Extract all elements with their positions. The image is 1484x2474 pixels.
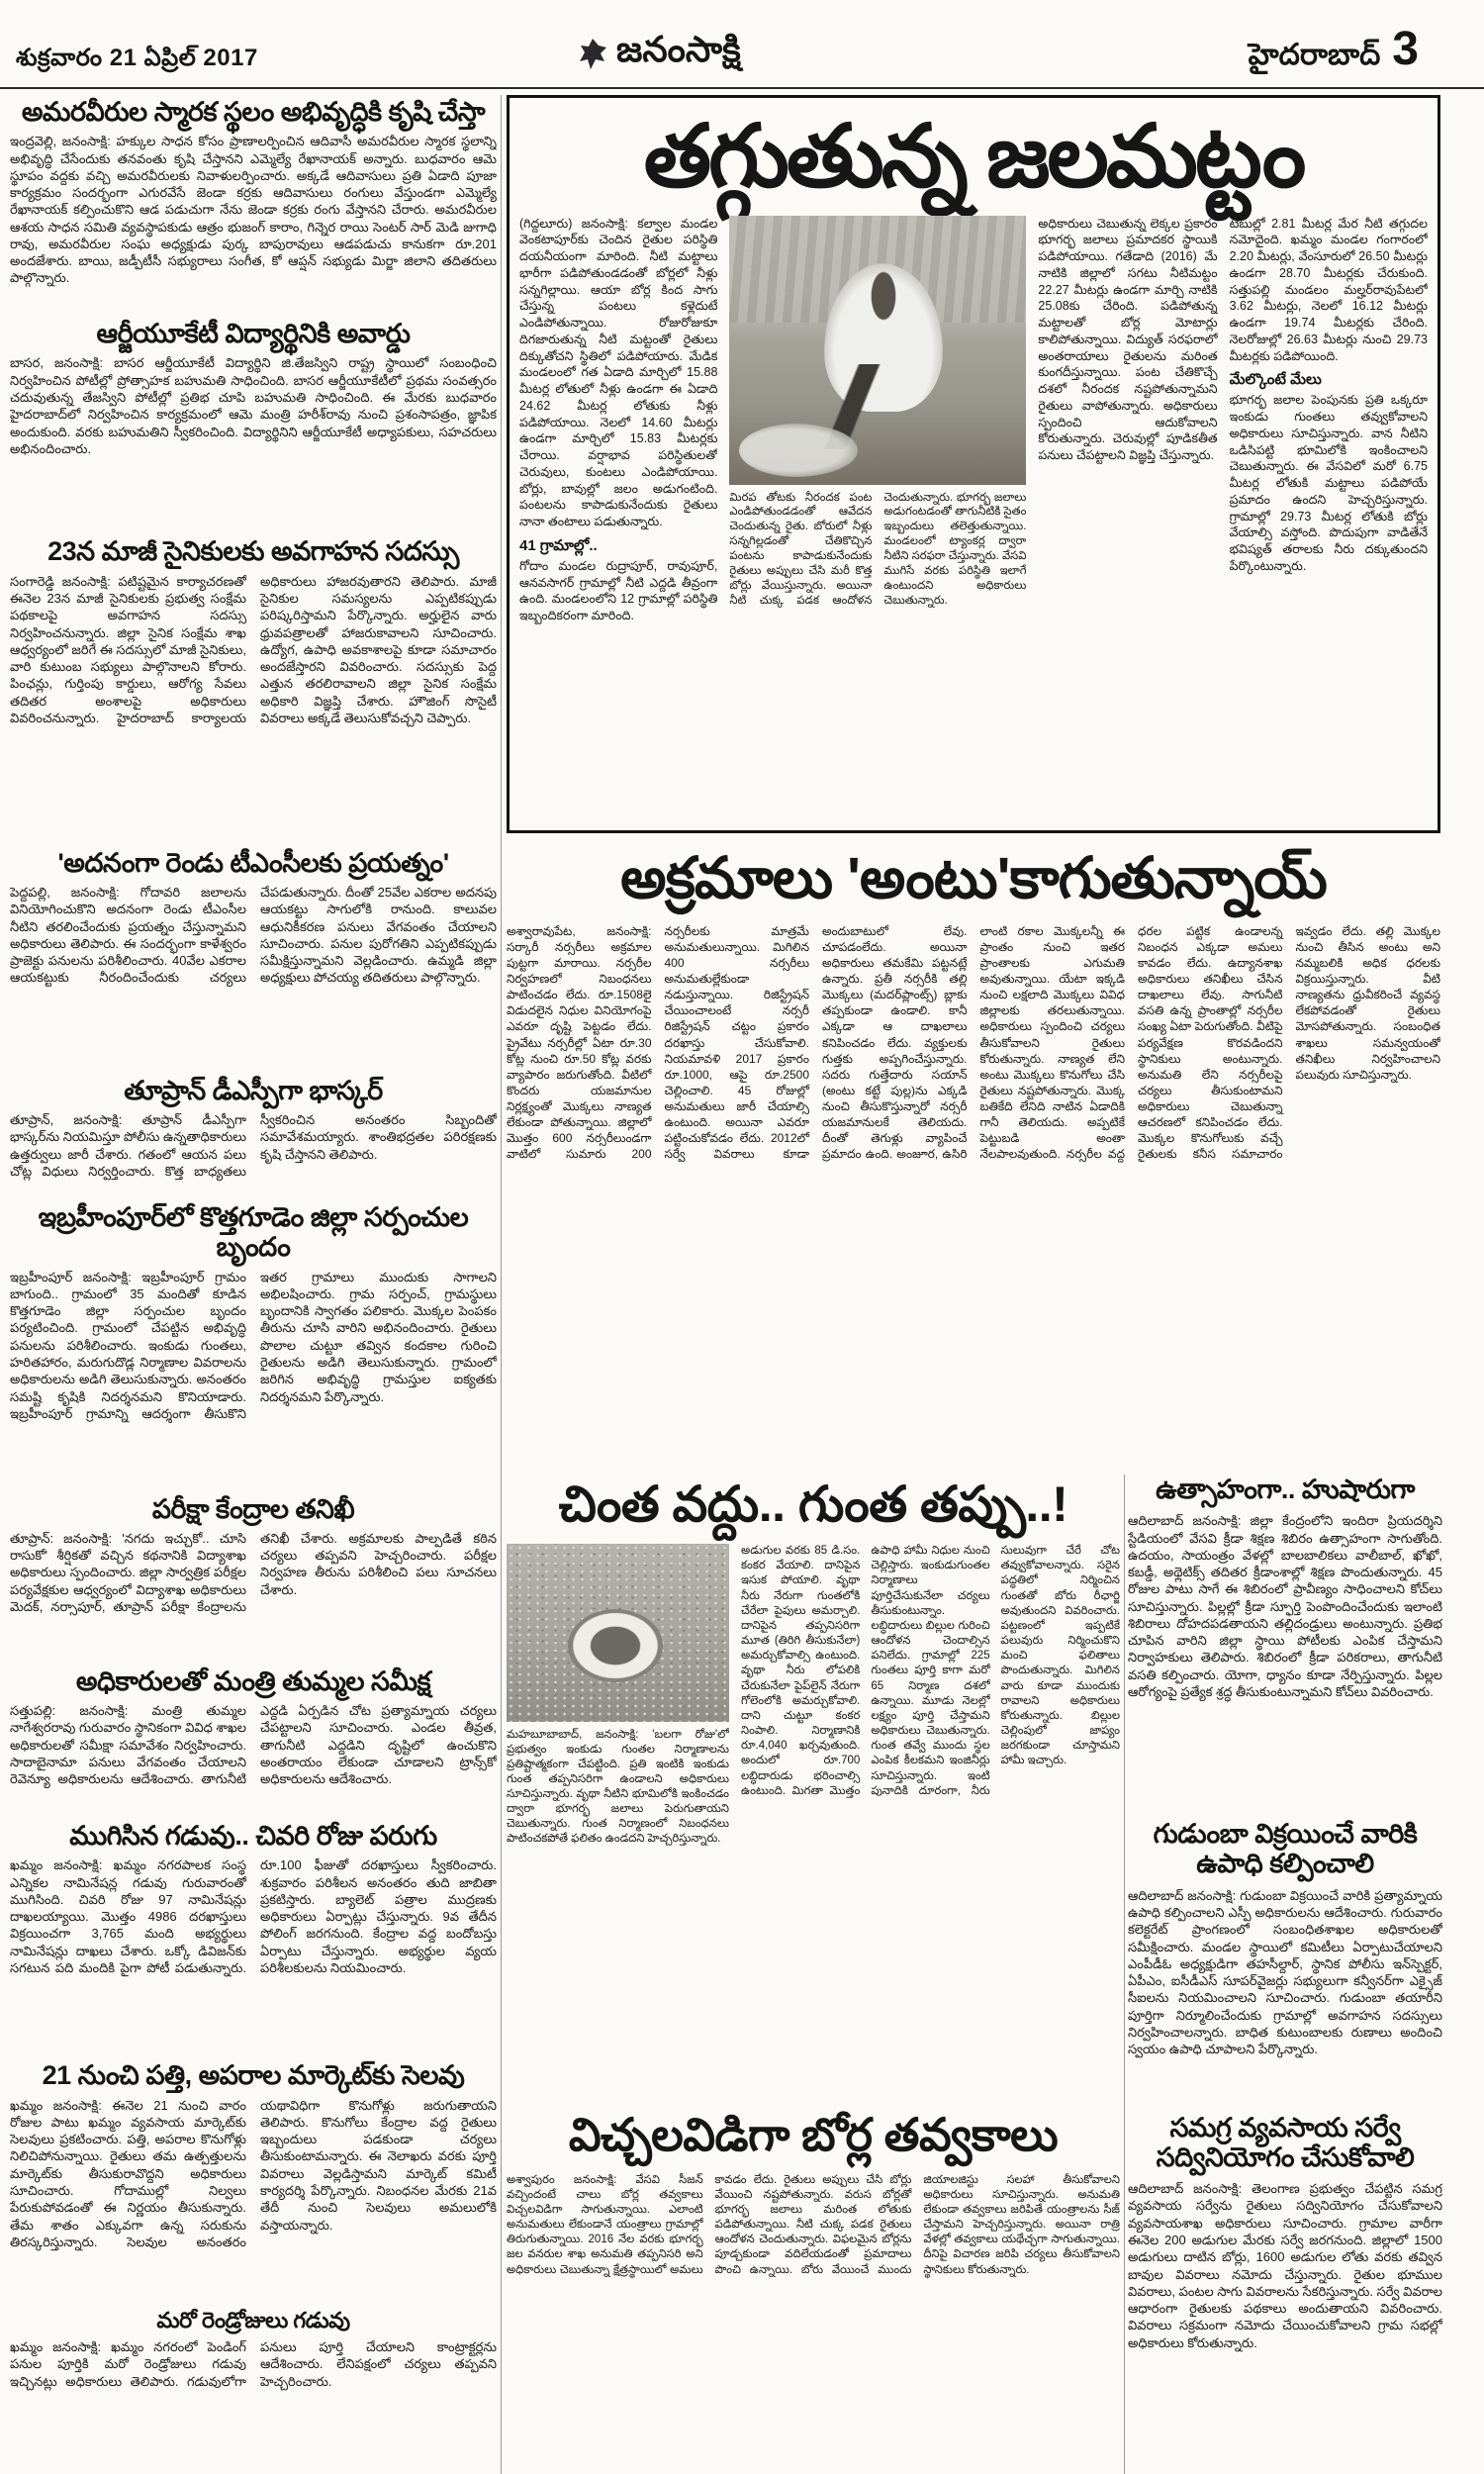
article-two-tmc [10,848,497,1070]
article-headline: అధికారులతో మంత్రి తుమ్మల సమీక్ష [75,1665,431,1696]
soak-pit-story [507,1475,1120,2100]
borewell-digging-story [507,2106,1120,2474]
article-headline: 21 నుంచి పత్తి, అపరాల మార్కెట్‌కు సెలవు [42,2060,465,2091]
masthead-logo-icon [579,38,608,71]
edition [1248,23,1419,79]
lead-story-subhead-wakeup: మేల్కొంటే మేలు [1229,371,1322,389]
photo-soak-pit-ring [507,1544,729,1722]
photo-water-stream [739,424,858,477]
lead-story-headline: తగ్గుతున్న జలమట్టం [643,107,1304,205]
edition-label: హైదరాబాద్ [1248,39,1381,71]
photo-farmer-borewell [729,216,1026,485]
page-header [0,0,1484,89]
right-rail [1128,1475,1442,2474]
article-headline: గుడుంబా విక్రయించే వారికి ఉపాధి కల్పించాలి [1153,1819,1418,1879]
lead-story-photo-column [729,216,1026,798]
article-body: పెద్దపల్లి, జనంసాక్షి: గోదావరి జలాలను వినియోగించుకొని అదనంగా రెండు టీఎంసీల నీటిని తరలించేందుకు ప్రయత్నం చేస్తున్నామని అధికారులు తెలిపారు. ఈ సందర్భంగా కాళేశ్వరం ప్రాజెక్టు పనులను పరిశీలించారు. 40వేల ఎకరాల ఆయకట్టుకు నీరందించేందుకు చర్యలు చేపడుతున్నారు. దీంతో 25వేల ఎకరాల అదనపు ఆయకట్టు సాగులోకి రానుంది. కాలువల ఆధునికీకరణ పనులు వేగవంతం చేయాలని సూచించారు. పనుల పురోగతిని ఎప్పటికప్పుడు సమీక్షిస్తున్నామని వెల్లడించారు. ఉమ్మడి జిల్లా అధ్యక్షులు పోచయ్య తదితరులు పాల్గొన్నారు. [10,884,497,986]
lead-story-text: (గిద్దలూరు) జనంసాక్షి: కల్వాల మండల వెంకటాపూర్‌కు చెందిన రైతుల పరిస్థితి దయనీయంగా మారింది. నీటి మట్టాలు భారీగా పడిపోతుండడంతో బోర్లలో నీళ్లు సన్నగిల్లాయి. ఆయా బోర్ల కింద సాగు చేస్తున్న పంటలు కళ్లెదుటే ఎండిపోతున్నాయి. రోజురోజుకూ దిగజారుతున్న నీటి మట్టంతో రైతులు దిక్కుతోచని స్థితిలో పడిపోయారు. మేడిక మండలంలో గత ఏడాది మార్చిలో 15.88 మీటర్ల లోతులో నీళ్లు ఉండగా ఈ ఏడాది 24.62 మీటర్ల లోతుకు నీళ్లు పడిపోయాయి. నెలలో 14.60 మీటర్లు ఉండగా మార్చిలో 15.83 మీటర్లకు చేరాయి. వర్షాభావ పరిస్థితులతో చెరువులు, కుంటలు ఎండిపోయాయి. బోర్లు, బావుల్లో జలం అడుగంటింది. పంటలను కాపాడుకునేందుకు రైతులు నానా తంటాలు పడుతున్నారు. [519,216,718,529]
soak-pit-photo-column [507,1544,729,2086]
lead-story-text: టేబుల్లో 2.81 మీటర్ల మేర నీటి తగ్గుదల నమోదైంది. ఖమ్మం మండల గంగారంలో 2.20 మీటర్లు, వేంసూరులో 26.50 మీటర్లు ఉండగా 28.70 మీటర్లకు చేరుకుంది. సత్తుపల్లి మండలం మల్హర్‌రావుపేటలో 3.62 మీటర్లు, నెలలో 16.12 మీటర్లు ఉండగా 19.74 మీటర్లకు చేరింది. నెలరోజుల్లో 26.63 మీటర్లు నుంచి 29.73 మీటర్లకు పడిపోయింది. [1229,216,1428,363]
article-body: ఖమ్మం జనంసాక్షి: ఈనెల 21 నుంచి వారం రోజుల పాటు ఖమ్మం వ్యవసాయ మార్కెట్‌కు సెలవులు ప్రకటించారు. పత్తి, అపరాల కొనుగోళ్లు నిలిచిపోనున్నాయి. రైతులు తమ ఉత్పత్తులను మార్కెట్‌కు తీసుకురావొద్దని అధికారులు సూచించారు. గోదాముల్లో నిల్వలు పేరుకుపోవడంతో ఈ నిర్ణయం తీసుకున్నారు. తేమ శాతం ఎక్కువగా ఉన్న సరుకును తిరస్కరిస్తున్నారు. సెలవుల అనంతరం యథావిధిగా కొనుగోళ్లు జరుగుతాయని తెలిపారు. కొనుగోలు కేంద్రాల వద్ద రైతులు ఇబ్బందులు పడకుండా చర్యలు తీసుకుంటామన్నారు. ఈ నెలాఖరు వరకు పూర్తి వివరాలు వెల్లడిస్తామని మార్కెట్ కమిటీ కార్యదర్శి పేర్కొన్నారు. నిబంధనల మేరకు 21వ తేదీ నుంచి సెలవులు అమలులోకి వస్తాయన్నారు. [10,2097,497,2249]
lead-story-col-a [519,216,717,798]
lead-story-content [519,216,1428,798]
article-body: ఆదిలాబాద్ జనంసాక్షి: జిల్లా కేంద్రంలోని ఇందిరా ప్రియదర్శిని స్టేడియంలో వేసవి క్రీడా శిక్షణ శిబిరం ఉత్సాహంగా సాగుతోంది. ఉదయం, సాయంత్రం వేళల్లో బాలబాలికలు వాలీబాల్, ఖోఖో, కబడ్డీ, అథ్లెటిక్స్ తదితర క్రీడాంశాల్లో శిక్షణ పొందుతున్నారు. 45 రోజుల పాటు సాగే ఈ శిబిరంలో ప్రావీణ్యం సాధించాలని కోచ్‌లు సూచిస్తున్నారు. పిల్లల్లో క్రీడా స్ఫూర్తి పెంపొందించేందుకు ఇలాంటి శిబిరాలు దోహదపడతాయని తల్లిదండ్రులు అంటున్నారు. ప్రతిభ చూపిన వారిని జిల్లా స్థాయి పోటీలకు ఎంపిక చేస్తామని నిర్వాహకులు తెలిపారు. శిబిరంలో క్రీడా పరికరాలు, తాగునీటి వసతి కల్పించారు. యోగా, ధ్యానం కూడా నేర్పిస్తున్నారు. పిల్లల ఆరోగ్యంపై ప్రత్యేక శ్రద్ధ తీసుకుంటున్నామని కోచ్‌లు వివరించారు. [1128,1513,1442,1700]
lead-story-box [507,95,1440,833]
lead-story-subhead-villages: 41 గ్రామాల్లో.. [519,536,598,554]
right-column-divider [1124,1475,1125,2474]
article-headline: సమగ్ర వ్యవసాయ సర్వే సద్వినియోగం చేసుకోవాలి [1156,2112,1415,2172]
soak-pit-content [507,1544,1120,2086]
article-dsp-bhaskar [10,1076,497,1196]
article-exservicemen-meet [10,536,497,841]
masthead [579,29,741,79]
article-body: ఆదిలాబాద్ జనంసాక్షి: తెలంగాణ ప్రభుత్వం చేపట్టిన సమగ్ర వ్యవసాయ సర్వేను రైతులు సద్వినియోగం చేసుకోవాలని వ్యవసాయశాఖ అధికారులు సూచించారు. గ్రామాల వారీగా ఈనెల 200 అడుగుల మేరకు సర్వే జరగనుంది. జిల్లాలో 1500 అడుగులు దాటిన బోర్లు, 1600 అడుగుల లోతు వరకు తవ్విన బావుల వివరాలు నమోదు చేస్తున్నారు. రైతుల భూముల వివరాలు, పంటల సాగు వివరాలను సేకరిస్తున్నారు. సర్వే వివరాల ఆధారంగా రైతులకు పథకాలు అందుతాయని వివరించారు. వివరాలు సక్రమంగా నమోదు చేయించుకోవాలని గ్రామ సభల్లో అధికారులు కోరుతున్నారు. [1128,2181,1442,2350]
article-headline: అమరవీరుల స్మారక స్థలం అభివృద్ధికి కృషి చేస్తా [21,97,486,127]
nursery-irregularities-story [507,843,1440,1467]
article-headline: ముగిసిన గడువు.. చివరి రోజు పరుగు [69,1821,437,1852]
article-minister-review [10,1666,497,1815]
article-market-holiday [10,2060,497,2302]
article-body: ఆదిలాబాద్ జనంసాక్షి: గుడుంబా విక్రయించే వారికి ప్రత్యామ్నాయ ఉపాధి కల్పించాలని ఎస్పీ అధికారులను ఆదేశించారు. గురువారం కలెక్టరేట్ ప్రాంగణంలో సంబంధితశాఖల అధికారులతో సమీక్షించారు. మండల స్థాయిలో కమిటీలు ఏర్పాటుచేయాలని ఎంపీడీఓ అధ్యక్షుడిగా తహసీల్దార్, స్థానిక పోలీసు ఇన్‌స్పెక్టర్, ఏపీఎం, ఐసీడీఎస్ సూపర్‌వైజర్లు సభ్యులుగా కన్వీనర్‌గా ఎక్సైజ్ సీఐలను నియమించాలని సూచించారు. గుడుంబా తయారీని పూర్తిగా నిర్మూలించేందుకు గ్రామాల్లో అవగాహన సదస్సులు నిర్వహించాలన్నారు. బాధిత కుటుంబాలకు రుణాలు అందించి స్వయం ఉపాధి చూపాలని పేర్కొన్నారు. [1128,1887,1442,2057]
left-rail [10,95,497,2468]
article-headline: ఉత్సాహంగా.. హుషారుగా [1156,1475,1415,1504]
lead-story-col-b: అధికారులు చెబుతున్న లెక్కల ప్రకారం భూగర్భ జలాలు ప్రమాదకర స్థాయికి పడిపోయాయి. గతేడాది (2016) మే నాటికి జిల్లాలో సగటు నీటిమట్టం 22.27 మీటర్లు ఉండగా మార్చి నాటికి 25.08కు చేరింది. పడిపోతున్న మట్టాలతో బోర్ల మోటార్లు కాలిపోతున్నాయి. విద్యుత్ సరఫరాలో అంతరాయాలు రైతులను మరింత కుంగదీస్తున్నాయి. పంట చేతికొచ్చే దశలో నీరందక నష్టపోతున్నామని రైతులు వాపోతున్నారు. అధికారులు స్పందించి ఆదుకోవాలని కోరుతున్నారు. చెరువుల్లో పూడికతీత పనులు చేపట్టాలని విజ్ఞప్తి చేస్తున్నారు. [1038,216,1218,463]
page-number: 3 [1392,23,1419,75]
borewell-headline: విచ్చలవిడిగా బోర్ల తవ్వకాలు [568,2109,1059,2160]
article-headline: ఇబ్రహీంపూర్‌లో కొత్తగూడెం జిల్లా సర్పంచుల బృందం [38,1202,469,1263]
article-headline: పరీక్షా కేంద్రాల తనిఖీ [151,1493,355,1524]
article-martyrs-memorial [10,97,497,313]
lead-story-col-c [1230,216,1428,798]
article-headline: తూప్రాన్ డీఎస్పీగా భాస్కర్ [124,1075,383,1105]
article-two-more-days [10,2309,497,2430]
soak-pit-body: అడుగుల వరకు 85 డి.సం. కంకర వేయాలి. దానిపైన ఇసుక పోయాలి. వృథా నీరు నేరుగా గుంతలోకి చేరేలా పైపులు అమర్చాలి. దానిపైన తప్పనిసరిగా మూత (తిరిగి తీసుకునేలా) అమర్చుకోవాల్సి ఉంటుంది. వృథా నీరు లోపలికి చేరుకునేలా పైప్‌లైన్ నేరుగా గోలెంలోకి అమర్చుకోవాలి. దాని చుట్టూ కంకర నింపాలి. నిర్మాణానికి రూ.4,040 ఖర్చవుతుంది. అందులో రూ.700 లబ్ధిదారుడు భరించాల్సి ఉంటుంది. మిగతా మొత్తం ఉపాధి హామీ నిధుల నుంచి చెల్లిస్తారు. ఇంకుడుగుంతల నిర్మాణాలు పూర్తిచేసుకునేలా చర్యలు తీసుకుంటున్నాం. లబ్ధిదారులు బిల్లుల గురించి ఆందోళన చెందాల్సిన పనిలేదు. గ్రామాల్లో 225 గుంతలు పూర్తి కాగా మరో 65 నిర్మాణ దశలో ఉన్నాయి. మూడు నెలల్లో లక్ష్యం పూర్తి చేస్తామని అధికారులు చెబుతున్నారు. గుంత తవ్వే ముందు స్థల ఎంపిక కీలకమని ఇంజినీర్లు సూచిస్తున్నారు. ఇంటి పునాదికి దూరంగా, నీరు సులువుగా చేరే చోట తవ్వుకోవాలన్నారు. సరైన పద్ధతిలో నిర్మించిన గుంతతో బోరు రీఛార్జి అవుతుందని వివరించారు. పట్టణంలో ఇప్పటికే పలువురు నిర్మించుకొని మంచి ఫలితాలు పొందుతున్నారు. మిగిలిన వారు కూడా ముందుకు రావాలని అధికారులు కోరుతున్నారు. బిల్లుల చెల్లింపులో జాప్యం జరగకుండా చూస్తామని హామీ ఇచ్చారు. [741,1545,1120,1797]
article-body: తూప్రాన్, జనంసాక్షి: తూప్రాన్ డీఎస్పీగా భాస్కర్‌ను నియమిస్తూ పోలీసు ఉన్నతాధికారులు ఉత్తర్వులు జారీ చేశారు. గతంలో ఆయన పలు చోట్ల విధులు నిర్వర్తించారు. కొత్త బాధ్యతలు స్వీకరించిన అనంతరం సిబ్బందితో సమావేశమయ్యారు. శాంతిభద్రతల పరిరక్షణకు కృషి చేస్తానని తెలిపారు. [10,1112,497,1180]
article-body: ఇబ్రహీంపూర్ జనంసాక్షి: ఇబ్రహీంపూర్ గ్రామం బాగుంది.. గ్రామంలో 35 మందితో కూడిన కొత్తగూడెం జిల్లా సర్పంచుల బృందం పర్యటించింది. గ్రామంలో చేపట్టిన అభివృద్ధి పనులను పరిశీలించారు. ఇంకుడు గుంతలు, హరితహారం, మరుగుదొడ్ల నిర్మాణాల వివరాలను అధికారులను అడిగి తెలుసుకున్నారు. అనంతరం సమష్టి కృషికి నిదర్శనమని కొనియాడారు. ఇబ్రహీంపూర్ గ్రామాన్ని ఆదర్శంగా తీసుకొని ఇతర గ్రామాలు ముందుకు సాగాలని అభిలషించారు. గ్రామ సర్పంచ్, గ్రామస్థులు బృందానికి స్వాగతం పలికారు. మొక్కల పెంపకం తీరును చూసి వారిని అభినందించారు. రైతులు పొలాల చుట్టూ తవ్విన కందకాల గురించి రైతులను అడిగి తెలుసుకున్నారు. గ్రామంలో జరిగిన అభివృద్ధి గ్రామస్తుల ఐక్యతకు నిదర్శనమని పేర్కొన్నారు. [10,1269,497,1421]
article-body: బాసర, జనంసాక్షి: బాసర ఆర్జీయూకేటీ విద్యార్థిని జి.తేజస్విని రాష్ట్ర స్థాయిలో సంబంధించి నిర్వహించిన పోటీల్లో ప్రోత్సాహక బహుమతి సాధించింది. బాసర ఆర్జీయూకేటీలో ప్రథమ సంవత్సరం చదువుతున్న తేజస్విని పోటీల్లో ప్రతిభ చూపి బహుమతి సాధించింది. ఈ మేరకు బుధవారం హైదరాబాద్‌లో నిర్వహించిన కార్యక్రమంలో ఆమె మంత్రి హరీశ్‌రావు నుంచి ప్రశంసాపత్రం, జ్ఞాపిక అందుకుంది. వరకు బహుమతిని స్వీకరించింది. విద్యార్థినిని ఆర్జీయూకేటీ అధ్యాపకులు, సహచరులు అభినందించారు. [10,355,497,456]
article-exam-centres [10,1494,497,1661]
article-body: తూప్రాన్: జనంసాక్షి: 'నగదు ఇచ్చుకో.. చూసి రాసుకో' శీర్షికతో వచ్చిన కథనానికి విద్యాశాఖ అధికారులు స్పందించారు. జిల్లా సార్వత్రిక పరీక్షల పర్యవేక్షకుల ఆధ్వర్యంలో విద్యాశాఖ అధికారులు మెదక్, నర్సాపూర్, తూప్రాన్ పరీక్షా కేంద్రాలను తనిఖీ చేశారు. అక్రమాలకు పాల్పడితే కఠిన చర్యలు తప్పవని హెచ్చరించారు. పరీక్షల నిర్వహణ తీరును పరిశీలించి పలు సూచనలు చేశారు. [10,1530,497,1614]
article-body: ఖమ్మం జనంసాక్షి: ఖమ్మం నగరపాలక సంస్థ ఎన్నికల నామినేషన్ల గడువు గురువారంతో ముగిసింది. చివరి రోజు 97 నామినేషన్లు దాఖలయ్యాయి. మొత్తం 4986 దరఖాస్తులు విక్రయించగా 3,765 మంది అభ్యర్థులు నామినేషన్లు దాఖలు చేశారు. ఒక్కో డివిజన్‌కు సగటున పది మందికి పైగా పోటీ పడుతున్నారు. రూ.100 ఫీజుతో దరఖాస్తులు స్వీకరించారు. శుక్రవారం పరిశీలన అనంతరం తుది జాబితా ప్రకటిస్తారు. బ్యాలెట్ పత్రాల ముద్రణకు అధికారులు ఏర్పాట్లు చేస్తున్నారు. 9వ తేదీన పోలింగ్ జరగనుంది. కేంద్రాల వద్ద బందోబస్తు ఏర్పాటు చేస్తున్నారు. అభ్యర్థుల వ్యయ పరిశీలకులను నియమించారు. [10,1857,497,1976]
article-body: సంగారెడ్డి జనంసాక్షి: పటిష్టమైన కార్యాచరణతో ఈనెల 23న మాజీ సైనికులకు ప్రభుత్వ సంక్షేమ పథకాలపై అవగాహన సదస్సు నిర్వహించనున్నారు. జిల్లా సైనిక సంక్షేమ శాఖ ఆధ్వర్యంలో జరిగే ఈ సదస్సులో మాజీ సైనికులు, వారి కుటుంబ సభ్యులు పాల్గొనాలని కోరారు. పింఛన్లు, గుర్తింపు కార్డులు, ఆరోగ్య సేవలు తదితర అంశాలపై అధికారులు వివరించనున్నారు. హైదరాబాద్ కార్యాలయ అధికారులు హాజరవుతారని తెలిపారు. మాజీ సైనికుల సమస్యలను ఎప్పటికప్పుడు పరిష్కరిస్తామని పేర్కొన్నారు. అర్హులైన వారు ధ్రువపత్రాలతో హాజరుకావాలని సూచించారు. ఉద్యోగ, ఉపాధి అవకాశాలపై కూడా సమాచారం అందజేస్తారని వివరించారు. సదస్సుకు పెద్ద ఎత్తున తరలిరావాలని జిల్లా సైనిక సంక్షేమ అధికారి విజ్ఞప్తి చేశారు. హౌజింగ్ సొసైటీ వివరాలు అక్కడే తెలుసుకోవచ్చని చెప్పారు. [10,573,497,725]
article-headline: 'అదనంగా రెండు టీఎంసీలకు ప్రయత్నం' [57,847,449,878]
article-headline: ఆర్జీయూకేటీ విద్యార్థినికి అవార్డు [96,319,411,349]
article-gudumba-livelihood [1128,1819,1442,2102]
article-sarpanch-team [10,1202,497,1487]
article-sports-camp [1128,1475,1442,1809]
date-label: శుక్రవారం 21 ఏప్రిల్ 2017 [16,45,258,71]
lead-story-under-photo-text: మిరప తోటకు నీరందక పంట ఎండిపోతుండడంతో ఆవేదన చెందుతున్న రైతు. బోరులో నీళ్లు సన్నగిల్లడంతో చేతికొచ్చిన పంటను కాపాడుకునేందుకు రైతులు అప్పులు చేసి మరీ కొత్త బోర్లు వేయిస్తున్నారు. అయినా నీటి చుక్క పడక ఆందోళన చెందుతున్నారు. భూగర్భ జలాలు అడుగంటడంతో తాగునీటికి సైతం ఇబ్బందులు తలెత్తుతున్నాయి. మండలంలో ట్యాంకర్ల ద్వారా నీటిని సరఫరా చేస్తున్నారు. వేసవి ముగిసే వరకు పరిస్థితి ఇలాగే ఉంటుందని అధికారులు చెబుతున్నారు. [729,491,1027,608]
article-body: సత్తుపల్లి: జనంసాక్షి: మంత్రి తుమ్మల నాగేశ్వరరావు గురువారం స్థానికంగా వివిధ శాఖల అధికారులతో సమీక్షా సమావేశం నిర్వహించారు. సాదాబైనామా పనులు వేగవంతం చేయాలని రెవెన్యూ అధికారులను ఆదేశించారు. తాగునీటి ఎద్దడి ఏర్పడిన చోట ప్రత్యామ్నాయ చర్యలు చేపట్టాలని సూచించారు. ఎండల తీవ్రత, తాగునీటి ఎద్దడిని దృష్టిలో ఉంచుకొని అంతరాయం లేకుండా చూడాలని ట్రాన్స్‌కో అధికారులను ఆదేశించారు. [10,1703,497,1787]
article-body: ఖమ్మం జనంసాక్షి: ఖమ్మం నగరంలో పెండింగ్ పనుల పూర్తికి మరో రెండ్రోజులు గడువు ఇచ్చినట్లు అధికారులు తెలిపారు. గడువులోగా పనులు పూర్తి చేయాలని కాంట్రాక్టర్లను ఆదేశించారు. లేనిపక్షంలో చర్యలు తప్పవని హెచ్చరించారు. [10,2339,497,2389]
article-body: ఇంద్రవెల్లి, జనంసాక్షి: హక్కుల సాధన కోసం ప్రాణాలర్పించిన ఆదివాసీ అమరవీరుల స్మారక స్థలాన్ని అభివృద్ధి చేసేందుకు తనవంతు కృషి చేస్తానని ఎమ్మెల్యే రేఖానాయక్ అన్నారు. బుధవారం ఆమె స్థూపం వద్దకు వచ్చి అమరవీరులకు నివాళులర్పించారు. అక్కడే ఆదివాసులు ప్రతి ఏడాది పూజా కార్యక్రమం సందర్భంగా ఎగురవేసే జెండా కర్రకు ఆదివాసులు రంగులు వేస్తుండగా ఎమ్మెల్యే రేఖానాయక్ కల్పించుకొని ఆడ పడుచుగా నేను జెండా కర్రకు రంగు వేస్తానని చేరారు. అమరవీరుల ఆశయ సాధన సమితి వ్యవస్థాపకుడు ఆత్రం భుజంగ్ కారాం, గిన్నెర రాయి సెంటర్ సార్ మెడి జుగాధి రావు, అమరవీరుల సంఘ అధ్యక్షుడు పుర్క బాపురావులు ఆడపడుచు కానుకగా రూ.201 అందజేశారు. బాయి, జడ్పీటీసీ సభ్యురాలు సంగీత, కో ఆప్షన్ సభ్యుడు మిర్జా జిలాని తదితరులు పాల్గొన్నారు. [10,134,497,286]
article-headline: మరో రెండ్రోజులు గడువు [156,2307,350,2332]
nursery-story-body: అశ్వారావుపేట, జనంసాక్షి: సర్కారీ నర్సరీలు అక్రమాల పుట్టగా మారాయి. నర్సరీల నిర్వహణలో నిబంధనలు పాటించడం లేదు. రూ.1508లై విడుదలైన నిధుల వినియోగంపై ఎవరూ దృష్టి పెట్టడం లేదు. ప్రైవేటు నర్సరీల్లో ఏటా రూ.30 కోట్ల నుంచి రూ.50 కోట్ల వరకు వ్యాపారం జరుగుతోంది. వీటిలో కొందరు యజమానుల నిర్లక్ష్యంతో మొక్కలు నాణ్యత లేకుండా పోతున్నాయి. జిల్లాలో మొత్తం 600 నర్సరీలుండగా వాటిలో సుమారు 200 నర్సరీలకు మాత్రమే అనుమతులున్నాయి. మిగిలిన 400 నర్సరీలు అనుమతుల్లేకుండా నడుస్తున్నాయి. రిజిస్ట్రేషన్ చేయించాలంటే నర్సరీ రిజిస్ట్రేషన్ చట్టం ప్రకారం దరఖాస్తు చేసుకోవాలి. నియమావళి 2017 ప్రకారం రూ.1000, ఆపై రూ.2500 చెల్లించాలి. 45 రోజుల్లో అనుమతులు జారీ చేయాల్సి ఉంటుంది. అయినా ఎవరూ పట్టించుకోవడం లేదు. 2012లో సర్వే వివరాలు కూడా అందుబాటులో లేవు. చూపడంలేదు. అయినా అధికారులు తమకేమి పట్టనట్లే ఉన్నారు. ప్రతీ నర్సరీకి తల్లి మొక్కలు (మదర్‌ప్లాంట్స్) బ్లాకు తప్పకుండా ఉండాలి. కానీ ఎక్కడా ఆ దాఖలాలు కనిపించడం లేదు. వ్యక్తులకు గుత్తకు అప్పగించేస్తున్నారు. సదరు గుత్తేదారు సయాన్ (అంటు కట్టే పుల్ల)ను ఎక్కడి నుంచి తీసుకొస్తున్నారో నర్సరీ యజమానులకే తెలియదు. దీంతో తెగుళ్లు వ్యాపించే ప్రమాదం ఉంది. అంజూర, ఉసిరి లాంటి రకాల మొక్కలన్నీ ఈ ప్రాంతం నుంచి ఇతర ప్రాంతాలకు ఎగుమతి అవుతున్నాయి. యేటా ఇక్కడి నుంచి లక్షలాది మొక్కలు వివిధ జిల్లాలకు తరలుతున్నాయి. అధికారులు స్పందించి చర్యలు తీసుకోవాలని రైతులు కోరుతున్నారు. నాణ్యత లేని అంటు మొక్కలు కొనుగోలు చేసి రైతులు నష్టపోతున్నారు. మొక్క బతికేది లేనిది నాటిన ఏడాదికి గానీ తెలియదు. అప్పటికే పెట్టుబడి అంతా నేలపాలవుతుంది. నర్సరీల వద్ద ధరల పట్టిక ఉండాలన్న నిబంధన ఎక్కడా అమలు కావడం లేదు. ఉద్యానశాఖ అధికారులు తనిఖీలు చేసిన దాఖలాలు లేవు. సాగునీటి వసతి ఉన్న ప్రాంతాల్లో నర్సరీల సంఖ్య ఏటా పెరుగుతోంది. వీటిపై పర్యవేక్షణ కొరవడిందని స్థానికులు అంటున్నారు. అనుమతి లేని నర్సరీలపై చర్యలు తీసుకుంటామని అధికారులు చెబుతున్నా ఆచరణలో కనిపించడం లేదు. మొక్కల కొనుగోలుకు వచ్చే రైతులకు కనీస సమాచారం ఇవ్వడం లేదు. తల్లి మొక్కల నుంచి తీసిన అంటు అని నమ్మబలికి అధిక ధరలకు విక్రయిస్తున్నారు. వీటి నాణ్యతను ధ్రువీకరించే వ్యవస్థ లేకపోవడంతో రైతులు మోసపోతున్నారు. సంబంధిత శాఖలు సమన్వయంతో తనిఖీలు నిర్వహించాలని పలువురు సూచిస్తున్నారు. [507,923,1440,1162]
borewell-body: అశ్వాపురం జనంసాక్షి: వేసవి సీజన్ వచ్చిందంటే చాలు బోర్ల తవ్వకాలు విచ్చలవిడిగా సాగుతున్నాయి. ఎలాంటి అనుమతులు లేకుండానే యంత్రాలు గ్రామాల్లో తిరుగుతున్నాయి. 2016 నేల వరకు భూగర్భ జల వనరుల శాఖ అనుమతి తప్పనిసరి అని అధికారులు చెబుతున్నా క్షేత్రస్థాయిలో అమలు కావడం లేదు. రైతులు అప్పులు చేసి బోర్లు వేయించి నష్టపోతున్నారు. వరుస బోర్లతో భూగర్భ జలాలు మరింత లోతుకు పడిపోతున్నాయి. నీటి చుక్క పడక రైతులు ఆందోళన చెందుతున్నారు. విఫలమైన బోర్లను పూడ్చకుండా వదిలేయడంతో ప్రమాదాలు పొంచి ఉన్నాయి. బోరు వేయించే ముందు జియాలజిస్టు సలహా తీసుకోవాలని అధికారులు సూచిస్తున్నారు. అనుమతి లేకుండా తవ్వకాలు జరిపితే యంత్రాలను సీజ్ చేస్తామని హెచ్చరిస్తున్నారు. అయినా రాత్రి వేళల్లో తవ్వకాలు యథేచ్ఛగా సాగుతున్నాయి. దీనిపై విచారణ జరిపి చర్యలు తీసుకోవాలని స్థానికులు కోరుతున్నారు. [507,2173,1120,2276]
article-nominations-deadline [10,1821,497,2054]
article-agri-survey [1128,2113,1442,2392]
masthead-title: జనంసాక్షి [616,29,741,69]
nursery-story-headline: అక్రమాలు 'అంటు'కాగుతున్నాయ్ [620,846,1327,910]
article-rgukt-award [10,319,497,530]
photo-cement-ring [568,1609,663,1682]
soak-pit-lead: మహబూబాబాద్, జనంసాక్షి: 'బలగా రోజు'లో ప్రభుత్వం ఇంకుడు గుంతల నిర్మాణాలను ప్రతిష్టాత్మకంగా చేపట్టింది. ప్రతి ఇంటికి ఇంకుడు గుంత తప్పనిసరిగా ఉండాలని అధికారులు సూచిస్తున్నారు. వృథా నీటిని భూమిలోకి ఇంకించడం ద్వారా భూగర్భ జలాలు పెరుగుతాయని చెబుతున్నారు. గుంత నిర్మాణంలో నిబంధనలు పాటించకపోతే ఫలితం ఉండదని హెచ్చరిస్తున్నారు. [507,1729,729,1845]
lead-story-text: గోదాం మండల రుద్రాపూర్, రావుపూర్, ఆనవసాగర్ గ్రామాల్లో నీటి ఎద్దడి తీవ్రంగా ఉంది. మండలంలోని 12 గ్రామాల్లో పరిస్థితి ఇబ్బందికరంగా మారింది. [519,558,718,623]
soak-pit-headline: చింత వద్దు.. గుంత తప్పు..! [558,1476,1068,1532]
left-column-divider [501,95,502,2474]
article-headline: 23న మాజీ సైనికులకు అవగాహన సదస్సు [47,536,459,567]
lead-story-text: భూగర్భ జలాల పెంపునకు ప్రతి ఒక్కరూ ఇంకుడు గుంతలు తవ్వుకోవాలని అధికారులు సూచిస్తున్నారు. వాన నీటిని ఒడిసిపట్టి భూమిలోకి ఇంకించాలని చెబుతున్నారు. ఈ వేసవిలో మరో 6.75 మీటర్ల లోతుకి మట్టాలు పడిపోయే ప్రమాదం ఉందని హెచ్చరిస్తున్నారు. గ్రామాల్లో 29.73 మీటర్ల లోతుకి బోర్లు వేయాల్సి వస్తోంది. పొదుపుగా వాడితేనే భవిష్యత్ తరాలకు నీరు దక్కుతుందని పేర్కొంటున్నారు. [1229,393,1428,573]
